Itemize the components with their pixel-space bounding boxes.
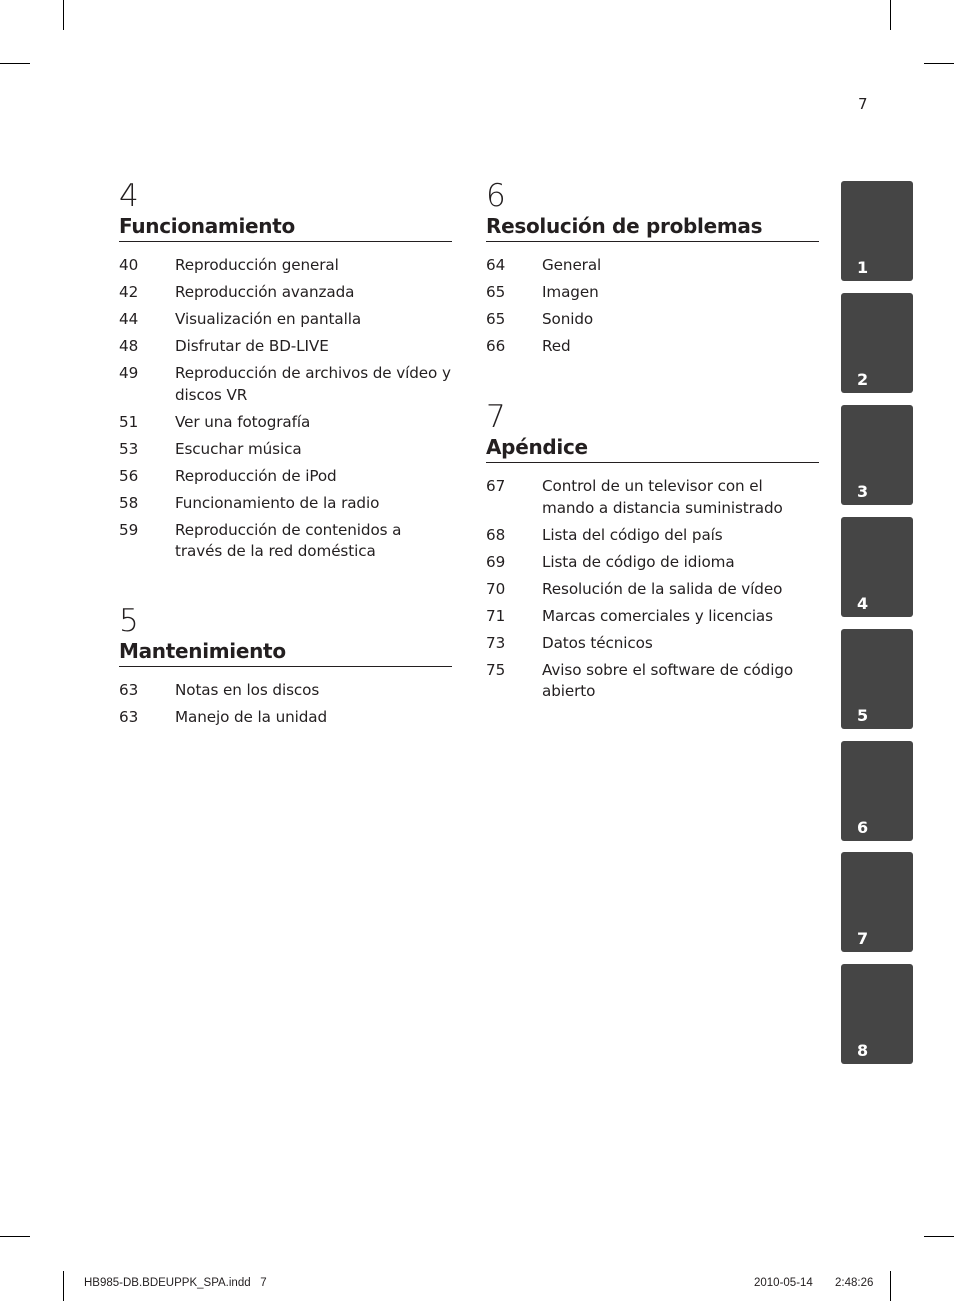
footer-filename: HB985-DB.BDEUPPK_SPA.indd 7: [84, 1277, 267, 1289]
toc-entry-page: 73: [486, 633, 506, 652]
toc-entry: [119, 412, 452, 434]
section-title: Resolución de problemas: [486, 213, 819, 242]
toc-entry-text: Datos técnicos: [542, 633, 653, 652]
section-number: 4: [119, 178, 139, 214]
toc-entry-page: 49: [119, 364, 139, 382]
toc-entry: [119, 520, 452, 563]
chapter-tab-label: 7: [857, 929, 869, 949]
toc-section-7: [486, 399, 819, 708]
toc-entry-text: Reproducción de archivos de vídeo y discos VR: [175, 364, 451, 404]
toc-entry-page: 63: [119, 681, 139, 699]
toc-entry-text: Reproducción de iPod: [175, 466, 337, 485]
toc-entry: [486, 552, 819, 574]
chapter-tab-label: 6: [857, 817, 869, 837]
toc-entry: [119, 466, 452, 488]
toc-entry-page: 63: [119, 708, 139, 726]
toc-entry-text: Sonido: [542, 310, 594, 328]
toc-entry-text: Control de un televisor con el mando a distancia suministrado: [542, 477, 783, 517]
toc-entry-page: 42: [119, 283, 139, 301]
crop-mark: [924, 63, 954, 64]
toc-entry: [486, 606, 819, 628]
chapter-tab-label: 3: [857, 481, 869, 501]
chapter-tab-label: 4: [857, 593, 869, 613]
toc-section-5: [119, 603, 452, 734]
chapter-tab-label: 5: [857, 705, 869, 725]
section-title: Funcionamiento: [119, 213, 452, 242]
toc-entry-page: 65: [486, 283, 506, 301]
toc-entry: [119, 439, 452, 461]
chapter-tab[interactable]: [841, 517, 913, 617]
toc-entry-page: 69: [486, 552, 506, 571]
chapter-tab-label: 1: [857, 258, 869, 277]
footer-time: 2:48:26: [835, 1277, 874, 1289]
toc-entry-page: 40: [119, 256, 139, 274]
toc-entry-page: 70: [486, 579, 506, 598]
toc-entry-text: Visualización en pantalla: [175, 310, 362, 328]
toc-entries: [119, 255, 452, 563]
chapter-tab[interactable]: [841, 741, 913, 841]
toc-entry-text: Reproducción avanzada: [175, 283, 355, 301]
toc-entry-text: Marcas comerciales y licencias: [542, 606, 773, 625]
toc-entry-text: Notas en los discos: [175, 681, 320, 699]
toc-entry: [119, 680, 452, 702]
toc-entry: [119, 309, 452, 331]
toc-entry: [486, 660, 819, 703]
toc-entry: [486, 282, 819, 304]
section-title: Mantenimiento: [119, 638, 452, 667]
toc-entry: [119, 282, 452, 304]
chapter-tab[interactable]: [841, 964, 913, 1064]
crop-mark: [924, 1236, 954, 1237]
chapter-tab[interactable]: [841, 293, 913, 393]
chapter-tab-label: 8: [857, 1041, 869, 1061]
toc-entry: [486, 579, 819, 601]
toc-entry: [486, 336, 819, 358]
section-number: 5: [119, 603, 139, 639]
toc-entry: [119, 336, 452, 358]
toc-entry-page: 56: [119, 466, 139, 485]
toc-entry-page: 67: [486, 477, 506, 495]
toc-entry-text: Escuchar música: [175, 439, 302, 458]
toc-entry-text: Resolución de la salida de vídeo: [542, 579, 783, 598]
toc-entry-page: 59: [119, 520, 139, 539]
chapter-tab[interactable]: [841, 181, 913, 281]
toc-entry-page: 44: [119, 310, 139, 328]
toc-section-4: [119, 178, 452, 568]
toc-entry: [119, 493, 452, 515]
toc-entry-page: 71: [486, 606, 506, 625]
toc-entry-page: 51: [119, 412, 139, 431]
toc-entry-text: Lista del código del país: [542, 525, 723, 544]
section-number: 7: [486, 399, 506, 435]
chapter-tab[interactable]: [841, 629, 913, 729]
toc-entries: [486, 476, 819, 703]
toc-entries: [119, 680, 452, 729]
crop-mark: [890, 1271, 891, 1301]
toc-entry-page: 48: [119, 337, 139, 355]
crop-mark: [0, 63, 30, 64]
chapter-tab-label: 2: [857, 369, 869, 389]
toc-section-6: [486, 178, 819, 363]
toc-entry: [486, 476, 819, 519]
toc-entry: [486, 309, 819, 331]
toc-entry-text: Lista de código de idioma: [542, 552, 735, 571]
toc-entry-text: Reproducción general: [175, 256, 339, 274]
crop-mark: [63, 0, 64, 30]
chapter-tab[interactable]: [841, 852, 913, 952]
crop-mark: [63, 1271, 64, 1301]
toc-entry-text: Aviso sobre el software de código abierto: [542, 660, 794, 700]
page-number: 7: [858, 95, 868, 113]
toc-entry-text: Disfrutar de BD-LIVE: [175, 337, 329, 355]
toc-entry-text: Imagen: [542, 283, 599, 301]
toc-entry-page: 75: [486, 660, 506, 679]
toc-entry-page: 68: [486, 525, 506, 544]
toc-entry-text: Manejo de la unidad: [175, 708, 328, 726]
toc-entry-text: Red: [542, 337, 571, 355]
toc-entry: [119, 707, 452, 729]
crop-mark: [890, 0, 891, 30]
toc-entry-page: 66: [486, 337, 506, 355]
chapter-tab[interactable]: [841, 405, 913, 505]
toc-entry-page: 58: [119, 493, 139, 512]
toc-entry: [486, 255, 819, 277]
toc-entry-text: Ver una fotografía: [175, 412, 311, 431]
toc-entry: [486, 633, 819, 655]
toc-entry-text: General: [542, 256, 602, 274]
toc-entry: [119, 363, 452, 406]
toc-entry-text: Reproducción de contenidos a través de la red doméstica: [175, 520, 402, 560]
toc-entry: [486, 525, 819, 547]
toc-entry-text: Funcionamiento de la radio: [175, 493, 380, 512]
toc-entry-page: 65: [486, 310, 506, 328]
toc-entry: [119, 255, 452, 277]
footer-date: 2010-05-14: [754, 1277, 813, 1289]
section-number: 6: [486, 178, 506, 214]
section-title: Apéndice: [486, 434, 819, 463]
toc-entries: [486, 255, 819, 358]
toc-entry-page: 64: [486, 256, 506, 274]
toc-entry-page: 53: [119, 439, 139, 458]
crop-mark: [0, 1236, 30, 1237]
